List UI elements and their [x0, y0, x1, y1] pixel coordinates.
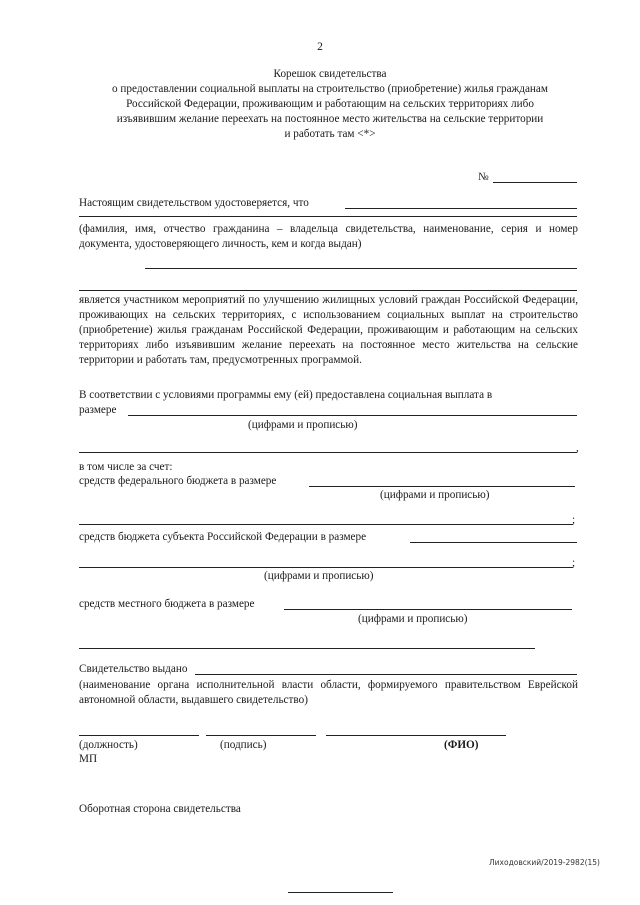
regional-label: средств бюджета субъекта Российской Федерации в размере: [79, 531, 367, 543]
issued-field[interactable]: [195, 674, 577, 675]
including-label: в том числе за счет:: [79, 461, 173, 473]
signature-hint: (подпись): [220, 739, 267, 751]
fio-field[interactable]: [326, 735, 506, 736]
certify-text: Настоящим свидетельством удостоверяется, что: [79, 197, 309, 209]
participant-text: является участником мероприятий по улучшению жилищных условий граждан Российской Федерации, проживающих на сельских территориях, с использованием социальных выплат на строительство (приобретение) жилья гражданам Российской Федерации, проживающим и работающим на сельских территориях либо изъявившим желание переехать на постоянное место жительства на сельские территории и работать там, предусмотренных программой.: [79, 294, 578, 366]
issued-hint: (наименование органа исполнительной власти области, формируемого правительством Еврейской автономной области, выдавшего свидетельство): [79, 679, 578, 706]
local-words-field[interactable]: [79, 648, 535, 649]
amount-words-field[interactable]: [79, 452, 577, 453]
regional-hint: (цифрами и прописью): [264, 570, 374, 582]
document-field-2[interactable]: [79, 290, 577, 291]
position-hint: (должность): [79, 739, 138, 751]
fio-hint: (фамилия, имя, отчество гражданина – владельца свидетельства, наименование, серия и номер документа, удостоверяющего личность, кем и когда выдан): [79, 223, 578, 250]
federal-hint: (цифрами и прописью): [380, 489, 490, 501]
semicolon-1: ;: [572, 514, 576, 526]
certify-name-field[interactable]: [345, 208, 577, 209]
regional-field[interactable]: [410, 542, 577, 543]
number-label: №: [478, 171, 489, 183]
fio-hint-sign: (ФИО): [444, 739, 479, 751]
page-number: 2: [317, 41, 323, 53]
federal-words-field[interactable]: [79, 524, 573, 525]
signature-field[interactable]: [206, 735, 316, 736]
document-header: [70, 67, 590, 142]
local-field[interactable]: [284, 609, 572, 610]
comma: ,: [576, 442, 579, 454]
issued-label: Свидетельство выдано: [79, 663, 188, 675]
regional-words-field[interactable]: [79, 567, 573, 568]
reverse-label: Оборотная сторона свидетельства: [79, 803, 241, 815]
position-field[interactable]: [79, 735, 199, 736]
header-line-3: изъявившим желание переехать на постоянное место жительства на сельские территории: [116, 113, 544, 125]
amount-hint: (цифрами и прописью): [248, 419, 358, 431]
number-field[interactable]: [493, 182, 577, 183]
amount-field[interactable]: [128, 415, 577, 416]
local-label: средств местного бюджета в размере: [79, 598, 255, 610]
federal-field[interactable]: [309, 486, 575, 487]
semicolon-2: ;: [572, 557, 576, 569]
conditions-line-2: размере: [79, 404, 117, 416]
header-line-1: о предоставлении социальной выплаты на строительство (приобретение) жилья гражданам: [112, 83, 548, 95]
header-line-2: Российской Федерации, проживающим и работающим на сельских территориях либо: [126, 98, 534, 110]
stamp-label: МП: [79, 753, 98, 765]
federal-label: средств федерального бюджета в размере: [79, 475, 277, 487]
document-title: Корешок свидетельства: [273, 68, 387, 80]
certify-name-field-2[interactable]: [79, 216, 577, 217]
conditions-line-1: В соответствии с условиями программы ему (ей) предоставлена социальная выплата в: [79, 389, 493, 401]
document-field[interactable]: [145, 268, 577, 269]
header-line-4: и работать там <*>: [284, 128, 376, 140]
footer-rule: [288, 892, 393, 893]
footer-mark: Лиходовский/2019-2982(15): [489, 858, 600, 867]
local-hint: (цифрами и прописью): [358, 613, 468, 625]
